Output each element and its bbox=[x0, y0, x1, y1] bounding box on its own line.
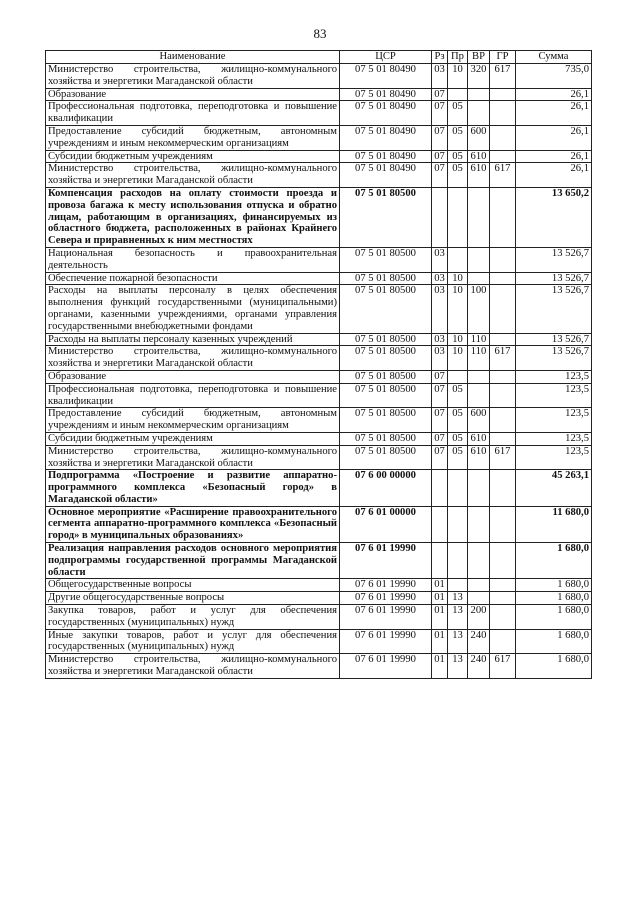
row-gr: 617 bbox=[490, 346, 516, 371]
row-sum: 13 526,7 bbox=[516, 285, 592, 333]
row-vr bbox=[468, 470, 490, 506]
row-name: Профессиональная подготовка, переподготовка и повышение квалификации bbox=[46, 383, 340, 408]
table-row bbox=[46, 125, 592, 150]
row-name: Реализация направления расходов основного мероприятия подпрограммы государственной программы Магаданской области bbox=[46, 543, 340, 579]
row-sum: 26,1 bbox=[516, 101, 592, 126]
row-vr: 240 bbox=[468, 654, 490, 679]
row-name: Обеспечение пожарной безопасности bbox=[46, 272, 340, 285]
row-gr bbox=[490, 408, 516, 433]
row-vr: 200 bbox=[468, 605, 490, 630]
row-gr bbox=[490, 629, 516, 654]
row-gr bbox=[490, 506, 516, 542]
row-name: Образование bbox=[46, 88, 340, 101]
row-name: Министерство строительства, жилищно-коммунального хозяйства и энергетики Магаданской области bbox=[46, 64, 340, 89]
row-sum: 1 680,0 bbox=[516, 605, 592, 630]
table-row bbox=[46, 247, 592, 272]
table-row bbox=[46, 408, 592, 433]
row-gr bbox=[490, 150, 516, 163]
row-pr: 05 bbox=[448, 432, 468, 445]
row-csr: 07 5 01 80500 bbox=[340, 346, 432, 371]
row-csr: 07 5 01 80490 bbox=[340, 64, 432, 89]
row-sum: 123,5 bbox=[516, 370, 592, 383]
row-gr: 617 bbox=[490, 163, 516, 188]
row-csr: 07 5 01 80490 bbox=[340, 150, 432, 163]
row-sum: 735,0 bbox=[516, 64, 592, 89]
row-vr bbox=[468, 592, 490, 605]
row-sum: 123,5 bbox=[516, 408, 592, 433]
row-name: Расходы на выплаты персоналу казенных учреждений bbox=[46, 333, 340, 346]
row-csr: 07 5 01 80490 bbox=[340, 125, 432, 150]
row-sum: 13 526,7 bbox=[516, 346, 592, 371]
row-gr bbox=[490, 605, 516, 630]
row-name: Образование bbox=[46, 370, 340, 383]
row-rz: 07 bbox=[432, 163, 448, 188]
row-pr: 10 bbox=[448, 285, 468, 333]
row-name: Компенсация расходов на оплату стоимости проезда и провоза багажа к месту использования отпуска и обратно лицам, работающим в организациях, финансируемых из областного бюджета, расположенных в районах Крайнего Севера и приравненных к ним местностях bbox=[46, 187, 340, 247]
row-vr bbox=[468, 506, 490, 542]
row-sum: 13 650,2 bbox=[516, 187, 592, 247]
table-row bbox=[46, 383, 592, 408]
row-pr: 10 bbox=[448, 64, 468, 89]
row-rz bbox=[432, 506, 448, 542]
row-rz: 07 bbox=[432, 383, 448, 408]
row-csr: 07 5 01 80500 bbox=[340, 408, 432, 433]
row-pr: 10 bbox=[448, 346, 468, 371]
row-csr: 07 5 01 80500 bbox=[340, 432, 432, 445]
row-rz bbox=[432, 543, 448, 579]
table-row bbox=[46, 272, 592, 285]
table-row bbox=[46, 64, 592, 89]
header-pr: Пр bbox=[448, 51, 468, 64]
table-row bbox=[46, 150, 592, 163]
row-rz: 07 bbox=[432, 445, 448, 470]
table-row bbox=[46, 579, 592, 592]
row-sum: 13 526,7 bbox=[516, 247, 592, 272]
row-rz: 01 bbox=[432, 605, 448, 630]
table-row bbox=[46, 543, 592, 579]
row-name: Министерство строительства, жилищно-коммунального хозяйства и энергетики Магаданской области bbox=[46, 654, 340, 679]
row-gr bbox=[490, 383, 516, 408]
table-row bbox=[46, 285, 592, 333]
row-name: Подпрограмма «Построение и развитие аппаратно-программного комплекса «Безопасный город» в Магаданской области» bbox=[46, 470, 340, 506]
row-rz: 01 bbox=[432, 654, 448, 679]
row-name: Общегосударственные вопросы bbox=[46, 579, 340, 592]
row-gr bbox=[490, 125, 516, 150]
row-name: Министерство строительства, жилищно-коммунального хозяйства и энергетики Магаданской области bbox=[46, 445, 340, 470]
row-sum: 11 680,0 bbox=[516, 506, 592, 542]
row-rz: 07 bbox=[432, 408, 448, 433]
row-rz: 07 bbox=[432, 370, 448, 383]
row-sum: 1 680,0 bbox=[516, 592, 592, 605]
row-vr: 100 bbox=[468, 285, 490, 333]
row-sum: 1 680,0 bbox=[516, 543, 592, 579]
row-rz: 03 bbox=[432, 247, 448, 272]
row-sum: 123,5 bbox=[516, 445, 592, 470]
row-sum: 1 680,0 bbox=[516, 629, 592, 654]
row-csr: 07 5 01 80500 bbox=[340, 247, 432, 272]
row-csr: 07 5 01 80490 bbox=[340, 163, 432, 188]
row-csr: 07 6 01 19990 bbox=[340, 592, 432, 605]
row-vr: 610 bbox=[468, 445, 490, 470]
row-rz: 07 bbox=[432, 150, 448, 163]
row-name: Субсидии бюджетным учреждениям bbox=[46, 432, 340, 445]
row-csr: 07 5 01 80500 bbox=[340, 285, 432, 333]
row-csr: 07 6 01 19990 bbox=[340, 543, 432, 579]
row-name: Закупка товаров, работ и услуг для обеспечения государственных (муниципальных) нужд bbox=[46, 605, 340, 630]
row-pr: 05 bbox=[448, 150, 468, 163]
row-name: Национальная безопасность и правоохранительная деятельность bbox=[46, 247, 340, 272]
page-number: 83 bbox=[313, 26, 327, 41]
row-rz: 03 bbox=[432, 333, 448, 346]
row-csr: 07 5 01 80500 bbox=[340, 383, 432, 408]
header-csr: ЦСР bbox=[340, 51, 432, 64]
row-vr: 610 bbox=[468, 163, 490, 188]
row-vr: 610 bbox=[468, 432, 490, 445]
row-rz: 03 bbox=[432, 64, 448, 89]
budget-table bbox=[45, 50, 592, 679]
table-row bbox=[46, 370, 592, 383]
row-vr: 240 bbox=[468, 629, 490, 654]
table-row bbox=[46, 432, 592, 445]
row-rz: 07 bbox=[432, 101, 448, 126]
row-sum: 1 680,0 bbox=[516, 579, 592, 592]
row-pr: 13 bbox=[448, 629, 468, 654]
row-rz: 07 bbox=[432, 125, 448, 150]
row-vr: 110 bbox=[468, 333, 490, 346]
row-pr: 05 bbox=[448, 383, 468, 408]
header-gr: ГР bbox=[490, 51, 516, 64]
row-sum: 13 526,7 bbox=[516, 272, 592, 285]
row-sum: 26,1 bbox=[516, 88, 592, 101]
row-name: Основное мероприятие «Расширение правоохранительного сегмента аппаратно-программного комплекса «Безопасный город» в муниципальных образованиях» bbox=[46, 506, 340, 542]
header-name: Наименование bbox=[46, 51, 340, 64]
row-name: Профессиональная подготовка, переподготовка и повышение квалификации bbox=[46, 101, 340, 126]
row-sum: 45 263,1 bbox=[516, 470, 592, 506]
row-vr bbox=[468, 101, 490, 126]
row-csr: 07 5 01 80500 bbox=[340, 370, 432, 383]
row-rz: 03 bbox=[432, 346, 448, 371]
row-pr bbox=[448, 579, 468, 592]
row-rz bbox=[432, 187, 448, 247]
row-gr bbox=[490, 370, 516, 383]
row-csr: 07 6 01 19990 bbox=[340, 605, 432, 630]
row-csr: 07 6 01 19990 bbox=[340, 629, 432, 654]
row-rz: 01 bbox=[432, 592, 448, 605]
table-row bbox=[46, 187, 592, 247]
row-vr: 600 bbox=[468, 408, 490, 433]
row-vr bbox=[468, 272, 490, 285]
row-gr bbox=[490, 333, 516, 346]
table-row bbox=[46, 470, 592, 506]
row-vr bbox=[468, 543, 490, 579]
row-vr bbox=[468, 187, 490, 247]
row-pr: 05 bbox=[448, 125, 468, 150]
row-pr: 05 bbox=[448, 101, 468, 126]
table-row bbox=[46, 445, 592, 470]
row-csr: 07 5 01 80500 bbox=[340, 272, 432, 285]
row-sum: 1 680,0 bbox=[516, 654, 592, 679]
row-gr bbox=[490, 432, 516, 445]
row-name: Субсидии бюджетным учреждениям bbox=[46, 150, 340, 163]
row-csr: 07 5 01 80500 bbox=[340, 187, 432, 247]
table-row bbox=[46, 333, 592, 346]
row-pr: 13 bbox=[448, 654, 468, 679]
row-gr bbox=[490, 101, 516, 126]
row-pr bbox=[448, 370, 468, 383]
row-csr: 07 5 01 80490 bbox=[340, 88, 432, 101]
row-sum: 26,1 bbox=[516, 125, 592, 150]
row-rz bbox=[432, 470, 448, 506]
row-gr bbox=[490, 272, 516, 285]
header-rz: Рз bbox=[432, 51, 448, 64]
row-pr: 10 bbox=[448, 272, 468, 285]
row-rz: 01 bbox=[432, 629, 448, 654]
row-sum: 26,1 bbox=[516, 163, 592, 188]
header-row bbox=[46, 51, 592, 64]
row-csr: 07 6 00 00000 bbox=[340, 470, 432, 506]
row-vr: 110 bbox=[468, 346, 490, 371]
row-sum: 13 526,7 bbox=[516, 333, 592, 346]
row-vr bbox=[468, 88, 490, 101]
row-sum: 123,5 bbox=[516, 383, 592, 408]
row-pr: 05 bbox=[448, 445, 468, 470]
row-gr bbox=[490, 88, 516, 101]
row-csr: 07 6 01 00000 bbox=[340, 506, 432, 542]
row-name: Расходы на выплаты персоналу в целях обеспечения выполнения функций государственными (муниципальными) органами, казенными учреждениями, органами управления государственными внебюджетными фондами bbox=[46, 285, 340, 333]
table-row bbox=[46, 506, 592, 542]
row-csr: 07 6 01 19990 bbox=[340, 579, 432, 592]
row-name: Министерство строительства, жилищно-коммунального хозяйства и энергетики Магаданской области bbox=[46, 346, 340, 371]
row-rz: 03 bbox=[432, 285, 448, 333]
header-sum: Сумма bbox=[516, 51, 592, 64]
table-row bbox=[46, 592, 592, 605]
row-gr bbox=[490, 579, 516, 592]
row-vr: 600 bbox=[468, 125, 490, 150]
table-row bbox=[46, 163, 592, 188]
table-row bbox=[46, 101, 592, 126]
row-pr bbox=[448, 543, 468, 579]
row-vr bbox=[468, 383, 490, 408]
row-rz: 07 bbox=[432, 88, 448, 101]
row-pr: 05 bbox=[448, 408, 468, 433]
row-rz: 07 bbox=[432, 432, 448, 445]
row-csr: 07 6 01 19990 bbox=[340, 654, 432, 679]
row-gr: 617 bbox=[490, 64, 516, 89]
row-pr: 13 bbox=[448, 592, 468, 605]
row-gr: 617 bbox=[490, 445, 516, 470]
row-rz: 01 bbox=[432, 579, 448, 592]
row-vr bbox=[468, 579, 490, 592]
table-row bbox=[46, 88, 592, 101]
row-vr bbox=[468, 370, 490, 383]
row-rz: 03 bbox=[432, 272, 448, 285]
row-csr: 07 5 01 80500 bbox=[340, 333, 432, 346]
row-name: Другие общегосударственные вопросы bbox=[46, 592, 340, 605]
row-gr bbox=[490, 592, 516, 605]
row-pr bbox=[448, 470, 468, 506]
row-pr: 13 bbox=[448, 605, 468, 630]
row-gr bbox=[490, 543, 516, 579]
row-pr bbox=[448, 247, 468, 272]
row-csr: 07 5 01 80500 bbox=[340, 445, 432, 470]
row-name: Иные закупки товаров, работ и услуг для обеспечения государственных (муниципальных) нужд bbox=[46, 629, 340, 654]
row-vr bbox=[468, 247, 490, 272]
header-vr: ВР bbox=[468, 51, 490, 64]
row-gr bbox=[490, 247, 516, 272]
row-csr: 07 5 01 80490 bbox=[340, 101, 432, 126]
row-name: Предоставление субсидий бюджетным, автономным учреждениям и иным некоммерческим организациям bbox=[46, 408, 340, 433]
row-gr: 617 bbox=[490, 654, 516, 679]
row-pr: 05 bbox=[448, 163, 468, 188]
row-vr: 320 bbox=[468, 64, 490, 89]
row-gr bbox=[490, 470, 516, 506]
row-sum: 26,1 bbox=[516, 150, 592, 163]
table-row bbox=[46, 629, 592, 654]
row-pr bbox=[448, 88, 468, 101]
row-name: Министерство строительства, жилищно-коммунального хозяйства и энергетики Магаданской области bbox=[46, 163, 340, 188]
table-row bbox=[46, 654, 592, 679]
row-gr bbox=[490, 187, 516, 247]
row-pr bbox=[448, 506, 468, 542]
row-name: Предоставление субсидий бюджетным, автономным учреждениям и иным некоммерческим организациям bbox=[46, 125, 340, 150]
row-pr bbox=[448, 187, 468, 247]
table-row bbox=[46, 605, 592, 630]
row-sum: 123,5 bbox=[516, 432, 592, 445]
table-row bbox=[46, 346, 592, 371]
row-pr: 10 bbox=[448, 333, 468, 346]
row-vr: 610 bbox=[468, 150, 490, 163]
row-gr bbox=[490, 285, 516, 333]
